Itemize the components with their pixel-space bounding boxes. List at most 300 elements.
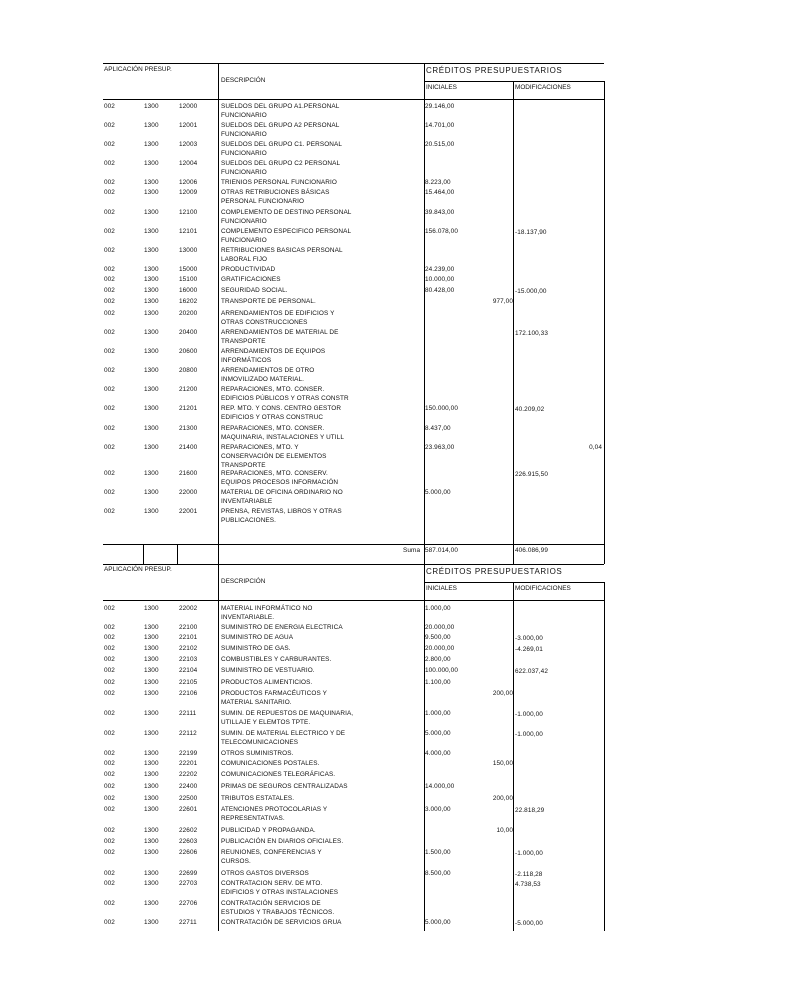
cell-programa: 1300	[144, 900, 159, 907]
cell-iniciales: 8.223,00	[425, 179, 451, 186]
table-row	[103, 782, 604, 791]
cell-descripcion: COMPLEMENTO DE DESTINO PERSONAL	[221, 209, 352, 216]
cell-economica: 12100	[179, 209, 198, 216]
cell-modificaciones: -18.137,90	[515, 229, 547, 236]
table-row	[103, 848, 604, 865]
cell-programa: 1300	[144, 838, 159, 845]
cell-descripcion: SUELDOS DEL GRUPO C1. PERSONAL	[221, 141, 343, 148]
cell-descripcion: CONTRATACION SERV. DE MTO.	[221, 880, 323, 887]
cell-iniciales: 977,00	[492, 298, 513, 305]
cell-iniciales: 14.000,00	[425, 783, 455, 790]
cell-economica: 22104	[179, 667, 198, 674]
cell-descripcion: PRENSA, REVISTAS, LIBROS Y OTRAS	[221, 508, 342, 515]
table-row	[103, 729, 604, 746]
cell-descripcion: PUBLICIDAD Y PROPAGANDA.	[221, 827, 316, 834]
table-row	[103, 869, 604, 878]
cell-economica: 22601	[179, 806, 198, 813]
cell-economica: 16000	[179, 287, 198, 294]
cell-iniciales: 150.000,00	[425, 405, 458, 412]
cell-descripcion-cont: LABORAL FIJO	[221, 256, 268, 263]
header-bottom-line	[103, 600, 604, 601]
cell-programa: 1300	[144, 730, 159, 737]
cell-descripcion: ARRENDAMIENTOS DE MATERIAL DE	[221, 329, 339, 336]
table-row	[103, 286, 604, 295]
cell-descripcion-cont: EDIFICIOS Y OTRAS INSTALACIONES	[221, 889, 339, 896]
cell-modificaciones: 40.209,02	[515, 406, 545, 413]
table-row	[103, 265, 604, 274]
cell-economica: 12004	[179, 160, 198, 167]
cell-programa: 1300	[144, 795, 159, 802]
cell-organico: 002	[104, 783, 115, 790]
cell-programa: 1300	[144, 386, 159, 393]
cell-programa: 1300	[144, 679, 159, 686]
table-row	[103, 297, 604, 306]
cell-iniciales: 1.100,00	[425, 679, 451, 686]
cell-descripcion-cont: EQUIPOS PROCESOS INFORMACIÓN	[221, 479, 339, 486]
cell-modificaciones: 22.818,29	[515, 807, 545, 814]
table-row	[103, 309, 604, 326]
cell-descripcion: REPARACIONES, MTO. Y	[221, 444, 299, 451]
cell-iniciales: 100.000,00	[425, 667, 458, 674]
table-row	[103, 275, 604, 284]
cell-programa: 1300	[144, 298, 159, 305]
cell-organico: 002	[104, 760, 115, 767]
cell-programa: 1300	[144, 310, 159, 317]
cell-organico: 002	[104, 266, 115, 273]
cell-iniciales: 15.464,00	[425, 189, 455, 196]
table-row	[103, 644, 604, 653]
cell-economica: 20400	[179, 329, 198, 336]
cell-modificaciones: 622.037,42	[515, 668, 548, 675]
cell-economica: 22711	[179, 919, 197, 926]
table-row	[103, 488, 604, 505]
header-creditos: CRÉDITOS PRESUPUESTARIOS	[426, 567, 563, 576]
cell-programa: 1300	[144, 489, 159, 496]
cell-economica: 22103	[179, 656, 198, 663]
cell-economica: 22002	[179, 605, 198, 612]
cell-programa: 1300	[144, 624, 159, 631]
cell-descripcion: SUMIN. DE REPUESTOS DE MAQUINARIA,	[221, 710, 354, 717]
col-divider-1	[143, 544, 144, 564]
cell-organico: 002	[104, 405, 115, 412]
table-row	[103, 709, 604, 726]
cell-economica: 12000	[179, 103, 198, 110]
cell-modificaciones: -1.000,00	[515, 850, 543, 857]
cell-economica: 22602	[179, 827, 198, 834]
cell-economica: 22500	[179, 795, 198, 802]
cell-iniciales: 5.000,00	[425, 489, 451, 496]
cell-descripcion: COMPLEMENTO ESPECIFICO PERSONAL	[221, 228, 352, 235]
table-row	[103, 178, 604, 187]
table-row	[103, 347, 604, 364]
cell-organico: 002	[104, 645, 115, 652]
cell-descripcion: RETRIBUCIONES BASICAS PERSONAL	[221, 247, 343, 254]
cell-organico: 002	[104, 122, 115, 129]
cell-descripcion-cont: EDIFICIOS Y OTRAS CONSTRUC	[221, 414, 324, 421]
cell-descripcion: SUMINISTRO DE AGUA	[221, 634, 294, 641]
cell-descripcion: MATERIAL INFORMÁTICO NO	[221, 605, 313, 612]
cell-programa: 1300	[144, 287, 159, 294]
suma-label: Suma	[403, 547, 421, 554]
cell-organico: 002	[104, 276, 115, 283]
cell-iniciales: 150,00	[492, 760, 513, 767]
cell-programa: 1300	[144, 710, 159, 717]
table-row	[103, 385, 604, 402]
cell-organico: 002	[104, 605, 115, 612]
cell-organico: 002	[104, 470, 115, 477]
cell-organico: 002	[104, 730, 115, 737]
cell-economica: 22100	[179, 624, 198, 631]
cell-organico: 002	[104, 103, 115, 110]
cell-iniciales: 5.000,00	[425, 919, 451, 926]
suma-modificaciones: 406.086,99	[515, 547, 548, 554]
table-row	[103, 918, 604, 927]
cell-descripcion-cont: FUNCIONARIO	[221, 169, 267, 176]
table-row	[103, 759, 604, 768]
cell-programa: 1300	[144, 247, 159, 254]
table-row	[103, 404, 604, 421]
cell-programa: 1300	[144, 367, 159, 374]
cell-economica: 22102	[179, 645, 198, 652]
cell-economica: 20200	[179, 310, 198, 317]
cell-iniciales: 23.963,00	[425, 444, 455, 451]
cell-economica: 13000	[179, 247, 198, 254]
cell-organico: 002	[104, 189, 115, 196]
cell-economica: 12001	[179, 122, 198, 129]
table-row	[103, 469, 604, 486]
cell-economica: 22703	[179, 880, 198, 887]
cell-iniciales: 4.000,00	[425, 750, 451, 757]
cell-organico: 002	[104, 425, 115, 432]
cell-organico: 002	[104, 880, 115, 887]
cell-programa: 1300	[144, 771, 159, 778]
cell-economica: 22001	[179, 508, 198, 515]
cell-modificaciones: -4.269,01	[515, 646, 543, 653]
cell-iniciales: 200,00	[492, 690, 513, 697]
cell-economica: 12006	[179, 179, 198, 186]
cell-iniciales: 1.000,00	[425, 605, 451, 612]
cell-organico: 002	[104, 508, 115, 515]
table-row	[103, 655, 604, 664]
table-row	[103, 633, 604, 642]
cell-programa: 1300	[144, 444, 159, 451]
cell-descripcion: REPARACIONES, MTO. CONSER.	[221, 425, 325, 432]
cell-iniciales: 39.843,00	[425, 209, 455, 216]
cell-descripcion-cont: TELECOMUNICACIONES	[221, 739, 299, 746]
cell-organico: 002	[104, 287, 115, 294]
cell-descripcion-cont: INVENTARIABLE.	[221, 614, 275, 621]
cell-economica: 22202	[179, 771, 198, 778]
cell-organico: 002	[104, 870, 115, 877]
cell-descripcion-cont: INMOVILIZADO MATERIAL.	[221, 376, 305, 383]
cell-programa: 1300	[144, 750, 159, 757]
cell-iniciales: 1.500,00	[425, 849, 451, 856]
cell-economica: 22000	[179, 489, 198, 496]
cell-programa: 1300	[144, 276, 159, 283]
cell-descripcion: COMUNICACIONES POSTALES.	[221, 760, 320, 767]
cell-modificaciones: 226.915,50	[515, 471, 548, 478]
cell-iniciales: 5.000,00	[425, 730, 451, 737]
cell-iniciales: 20.000,00	[425, 645, 455, 652]
cell-iniciales: 8.437,00	[425, 425, 451, 432]
cell-descripcion: SEGURIDAD SOCIAL.	[221, 287, 288, 294]
cell-modificaciones: 4.738,53	[515, 881, 541, 888]
cell-programa: 1300	[144, 266, 159, 273]
cell-iniciales: 24.239,00	[425, 266, 455, 273]
cell-programa: 1300	[144, 348, 159, 355]
cell-modificaciones: 0,04	[589, 444, 602, 451]
cell-programa: 1300	[144, 228, 159, 235]
cell-organico: 002	[104, 367, 115, 374]
cell-economica: 21200	[179, 386, 198, 393]
cell-descripcion-cont: TRANSPORTE	[221, 462, 266, 469]
table-row	[103, 678, 604, 687]
cell-organico: 002	[104, 667, 115, 674]
table-row	[103, 328, 604, 345]
cell-economica: 21600	[179, 470, 198, 477]
col-divider-6	[604, 81, 605, 564]
cell-descripcion: CONTRATACIÓN SERVICIOS DE	[221, 900, 321, 907]
cell-economica: 22606	[179, 849, 198, 856]
cell-descripcion: OTROS GASTOS DIVERSOS	[221, 870, 309, 877]
cell-descripcion: SUELDOS DEL GRUPO A1.PERSONAL	[221, 103, 340, 110]
cell-economica: 22199	[179, 750, 198, 757]
cell-programa: 1300	[144, 189, 159, 196]
table-row	[103, 770, 604, 779]
cell-economica: 12101	[179, 228, 198, 235]
cell-organico: 002	[104, 849, 115, 856]
table-row	[103, 623, 604, 632]
cell-descripcion: REP. MTO. Y CONS. CENTRO GESTOR	[221, 405, 342, 412]
cell-descripcion-cont: FUNCIONARIO	[221, 150, 267, 157]
cell-economica: 22106	[179, 690, 198, 697]
cell-organico: 002	[104, 656, 115, 663]
cell-programa: 1300	[144, 760, 159, 767]
table-row	[103, 794, 604, 803]
cell-economica: 15100	[179, 276, 198, 283]
cell-economica: 22201	[179, 760, 198, 767]
cell-economica: 22101	[179, 634, 198, 641]
cell-modificaciones: -5.000,00	[515, 920, 543, 927]
header-top-line	[103, 63, 604, 64]
cell-descripcion-cont: FUNCIONARIO	[221, 218, 267, 225]
header-modificaciones: MODIFICACIONES	[515, 585, 571, 592]
cell-economica: 22112	[179, 730, 197, 737]
cell-organico: 002	[104, 624, 115, 631]
cell-programa: 1300	[144, 470, 159, 477]
cell-organico: 002	[104, 444, 115, 451]
cell-descripcion-cont: CURSOS.	[221, 858, 251, 865]
cell-descripcion: SUMINISTRO DE VESTUARIO.	[221, 667, 315, 674]
cell-iniciales: 2.800,00	[425, 656, 451, 663]
cell-descripcion: TRIENIOS PERSONAL FUNCIONARIO	[221, 179, 337, 186]
cell-descripcion: REPARACIONES, MTO. CONSER.	[221, 386, 325, 393]
cell-economica: 21400	[179, 444, 198, 451]
cell-modificaciones: 172.100,33	[515, 330, 548, 337]
cell-organico: 002	[104, 310, 115, 317]
cell-descripcion: TRANSPORTE DE PERSONAL.	[221, 298, 316, 305]
cell-descripcion: COMUNICACIONES TELEGRÁFICAS.	[221, 771, 336, 778]
cell-programa: 1300	[144, 179, 159, 186]
cell-programa: 1300	[144, 783, 159, 790]
cell-organico: 002	[104, 750, 115, 757]
cell-descripcion: COMBUSTIBLES Y CARBURANTES.	[221, 656, 332, 663]
cell-economica: 22111	[179, 710, 197, 717]
cell-descripcion-cont: INFORMÁTICOS	[221, 357, 272, 364]
cell-programa: 1300	[144, 405, 159, 412]
cell-descripcion: ATENCIONES PROTOCOLARIAS Y	[221, 806, 328, 813]
table-row	[103, 102, 604, 119]
budget-table-2	[103, 565, 604, 933]
table-row	[103, 140, 604, 157]
table-row	[103, 507, 604, 524]
cell-descripcion-cont: TRANSPORTE	[221, 338, 266, 345]
cell-modificaciones: -3.000,00	[515, 635, 543, 642]
header-aplicacion: APLICACIÓN PRESUP.	[104, 566, 172, 573]
cell-programa: 1300	[144, 690, 159, 697]
cell-economica: 12009	[179, 189, 198, 196]
cell-descripcion: ARRENDAMIENTOS DE OTRO	[221, 367, 315, 374]
cell-programa: 1300	[144, 141, 159, 148]
table-row	[103, 424, 604, 441]
cell-modificaciones: -15.000,00	[515, 288, 547, 295]
cell-descripcion: GRATIFICACIONES	[221, 276, 281, 283]
cell-economica: 22400	[179, 783, 198, 790]
col-divider-6	[604, 582, 605, 931]
cell-economica: 16202	[179, 298, 198, 305]
cell-descripcion-cont: MAQUINARIA, INSTALACIONES Y UTILL	[221, 434, 344, 441]
cell-organico: 002	[104, 329, 115, 336]
cell-programa: 1300	[144, 870, 159, 877]
cell-descripcion: SUELDOS DEL GRUPO A2 PERSONAL	[221, 122, 340, 129]
table-row	[103, 121, 604, 138]
cell-descripcion: PRODUCTOS FARMACÉUTICOS Y	[221, 690, 327, 697]
cell-organico: 002	[104, 690, 115, 697]
cell-programa: 1300	[144, 508, 159, 515]
cell-descripcion-cont: MATERIAL SANITARIO.	[221, 699, 292, 706]
col-divider-2	[177, 544, 178, 564]
header-descripcion: DESCRIPCIÓN	[221, 77, 266, 84]
cell-programa: 1300	[144, 645, 159, 652]
cell-organico: 002	[104, 838, 115, 845]
cell-organico: 002	[104, 348, 115, 355]
cell-programa: 1300	[144, 605, 159, 612]
header-iniciales: INICIALES	[426, 585, 457, 592]
cell-descripcion-cont: PUBLICACIONES.	[221, 517, 277, 524]
cell-descripcion: PRODUCTIVIDAD	[221, 266, 276, 273]
cell-descripcion: MATERIAL DE OFICINA ORDINARIO NO	[221, 489, 343, 496]
cell-descripcion-cont: FUNCIONARIO	[221, 237, 267, 244]
table-row	[103, 899, 604, 916]
cell-organico: 002	[104, 298, 115, 305]
cell-programa: 1300	[144, 806, 159, 813]
header-aplicacion: APLICACIÓN PRESUP.	[104, 66, 172, 73]
cell-economica: 21300	[179, 425, 198, 432]
cell-descripcion: SUMINISTRO DE GAS.	[221, 645, 291, 652]
cell-programa: 1300	[144, 329, 159, 336]
cell-iniciales: 10.000,00	[425, 276, 455, 283]
header-bottom-line	[103, 99, 604, 100]
cell-iniciales: 20.515,00	[425, 141, 455, 148]
table-row	[103, 188, 604, 205]
cell-descripcion-cont: REPRESENTATIVAS.	[221, 815, 285, 822]
suma-iniciales: 587.014,00	[425, 547, 458, 554]
table-row	[103, 826, 604, 835]
cell-organico: 002	[104, 209, 115, 216]
cell-descripcion-cont: FUNCIONARIO	[221, 131, 267, 138]
cell-descripcion-cont: OTRAS CONSTRUCCIONES	[221, 319, 308, 326]
table-row	[103, 689, 604, 706]
table-row	[103, 246, 604, 263]
table-row	[103, 666, 604, 675]
cell-programa: 1300	[144, 160, 159, 167]
cell-organico: 002	[104, 179, 115, 186]
cell-economica: 22706	[179, 900, 198, 907]
cell-organico: 002	[104, 795, 115, 802]
cell-iniciales: 14.701,00	[425, 122, 455, 129]
cell-organico: 002	[104, 919, 115, 926]
cell-descripcion-cont: EDIFICIOS PÚBLICOS Y OTRAS CONSTR	[221, 395, 349, 402]
cell-iniciales: 9.500,00	[425, 634, 451, 641]
cell-descripcion: REPARACIONES, MTO. CONSERV.	[221, 470, 328, 477]
cell-descripcion: PUBLICACIÓN EN DIARIOS OFICIALES.	[221, 838, 344, 845]
cell-economica: 22699	[179, 870, 198, 877]
cell-economica: 21201	[179, 405, 198, 412]
cell-programa: 1300	[144, 103, 159, 110]
cell-descripcion-cont: ESTUDIOS Y TRABAJOS TÉCNICOS.	[221, 909, 335, 916]
cell-organico: 002	[104, 247, 115, 254]
header-creditos: CRÉDITOS PRESUPUESTARIOS	[426, 66, 563, 75]
cell-descripcion: SUMIN. DE MATERIAL ELECTRICO Y DE	[221, 730, 346, 737]
header-iniciales: INICIALES	[426, 84, 457, 91]
budget-table-1	[103, 63, 604, 565]
cell-descripcion-cont: INVENTARIABLE	[221, 498, 273, 505]
cell-economica: 20800	[179, 367, 198, 374]
cell-organico: 002	[104, 827, 115, 834]
table-row	[103, 604, 604, 621]
header-descripcion: DESCRIPCIÓN	[221, 578, 266, 585]
cell-iniciales: 10,00	[496, 827, 513, 834]
cell-descripcion-cont: FUNCIONARIO	[221, 112, 267, 119]
cell-organico: 002	[104, 228, 115, 235]
cell-modificaciones: -2.118,28	[515, 871, 543, 878]
cell-organico: 002	[104, 806, 115, 813]
cell-modificaciones: -1.000,00	[515, 711, 543, 718]
cell-economica: 22105	[179, 679, 198, 686]
table-row	[103, 366, 604, 383]
cell-iniciales: 156.078,00	[425, 228, 458, 235]
cell-organico: 002	[104, 710, 115, 717]
cell-descripcion-cont: CONSERVACIÓN DE ELEMENTOS	[221, 453, 327, 460]
header-sub-line	[425, 81, 604, 82]
table-row	[103, 749, 604, 758]
cell-descripcion: SUMINISTRO DE ENERGIA ELECTRICA	[221, 624, 343, 631]
cell-iniciales: 80.428,00	[425, 287, 455, 294]
cell-economica: 12003	[179, 141, 198, 148]
cell-descripcion: REUNIONES, CONFERENCIAS Y	[221, 849, 322, 856]
cell-programa: 1300	[144, 122, 159, 129]
cell-organico: 002	[104, 141, 115, 148]
cell-iniciales: 200,00	[492, 795, 513, 802]
cell-economica: 22603	[179, 838, 198, 845]
cell-programa: 1300	[144, 827, 159, 834]
table-row	[103, 879, 604, 896]
cell-organico: 002	[104, 771, 115, 778]
table-row	[103, 159, 604, 176]
cell-organico: 002	[104, 386, 115, 393]
cell-descripcion: PRODUCTOS ALIMENTICIOS.	[221, 679, 313, 686]
table-row	[103, 805, 604, 822]
